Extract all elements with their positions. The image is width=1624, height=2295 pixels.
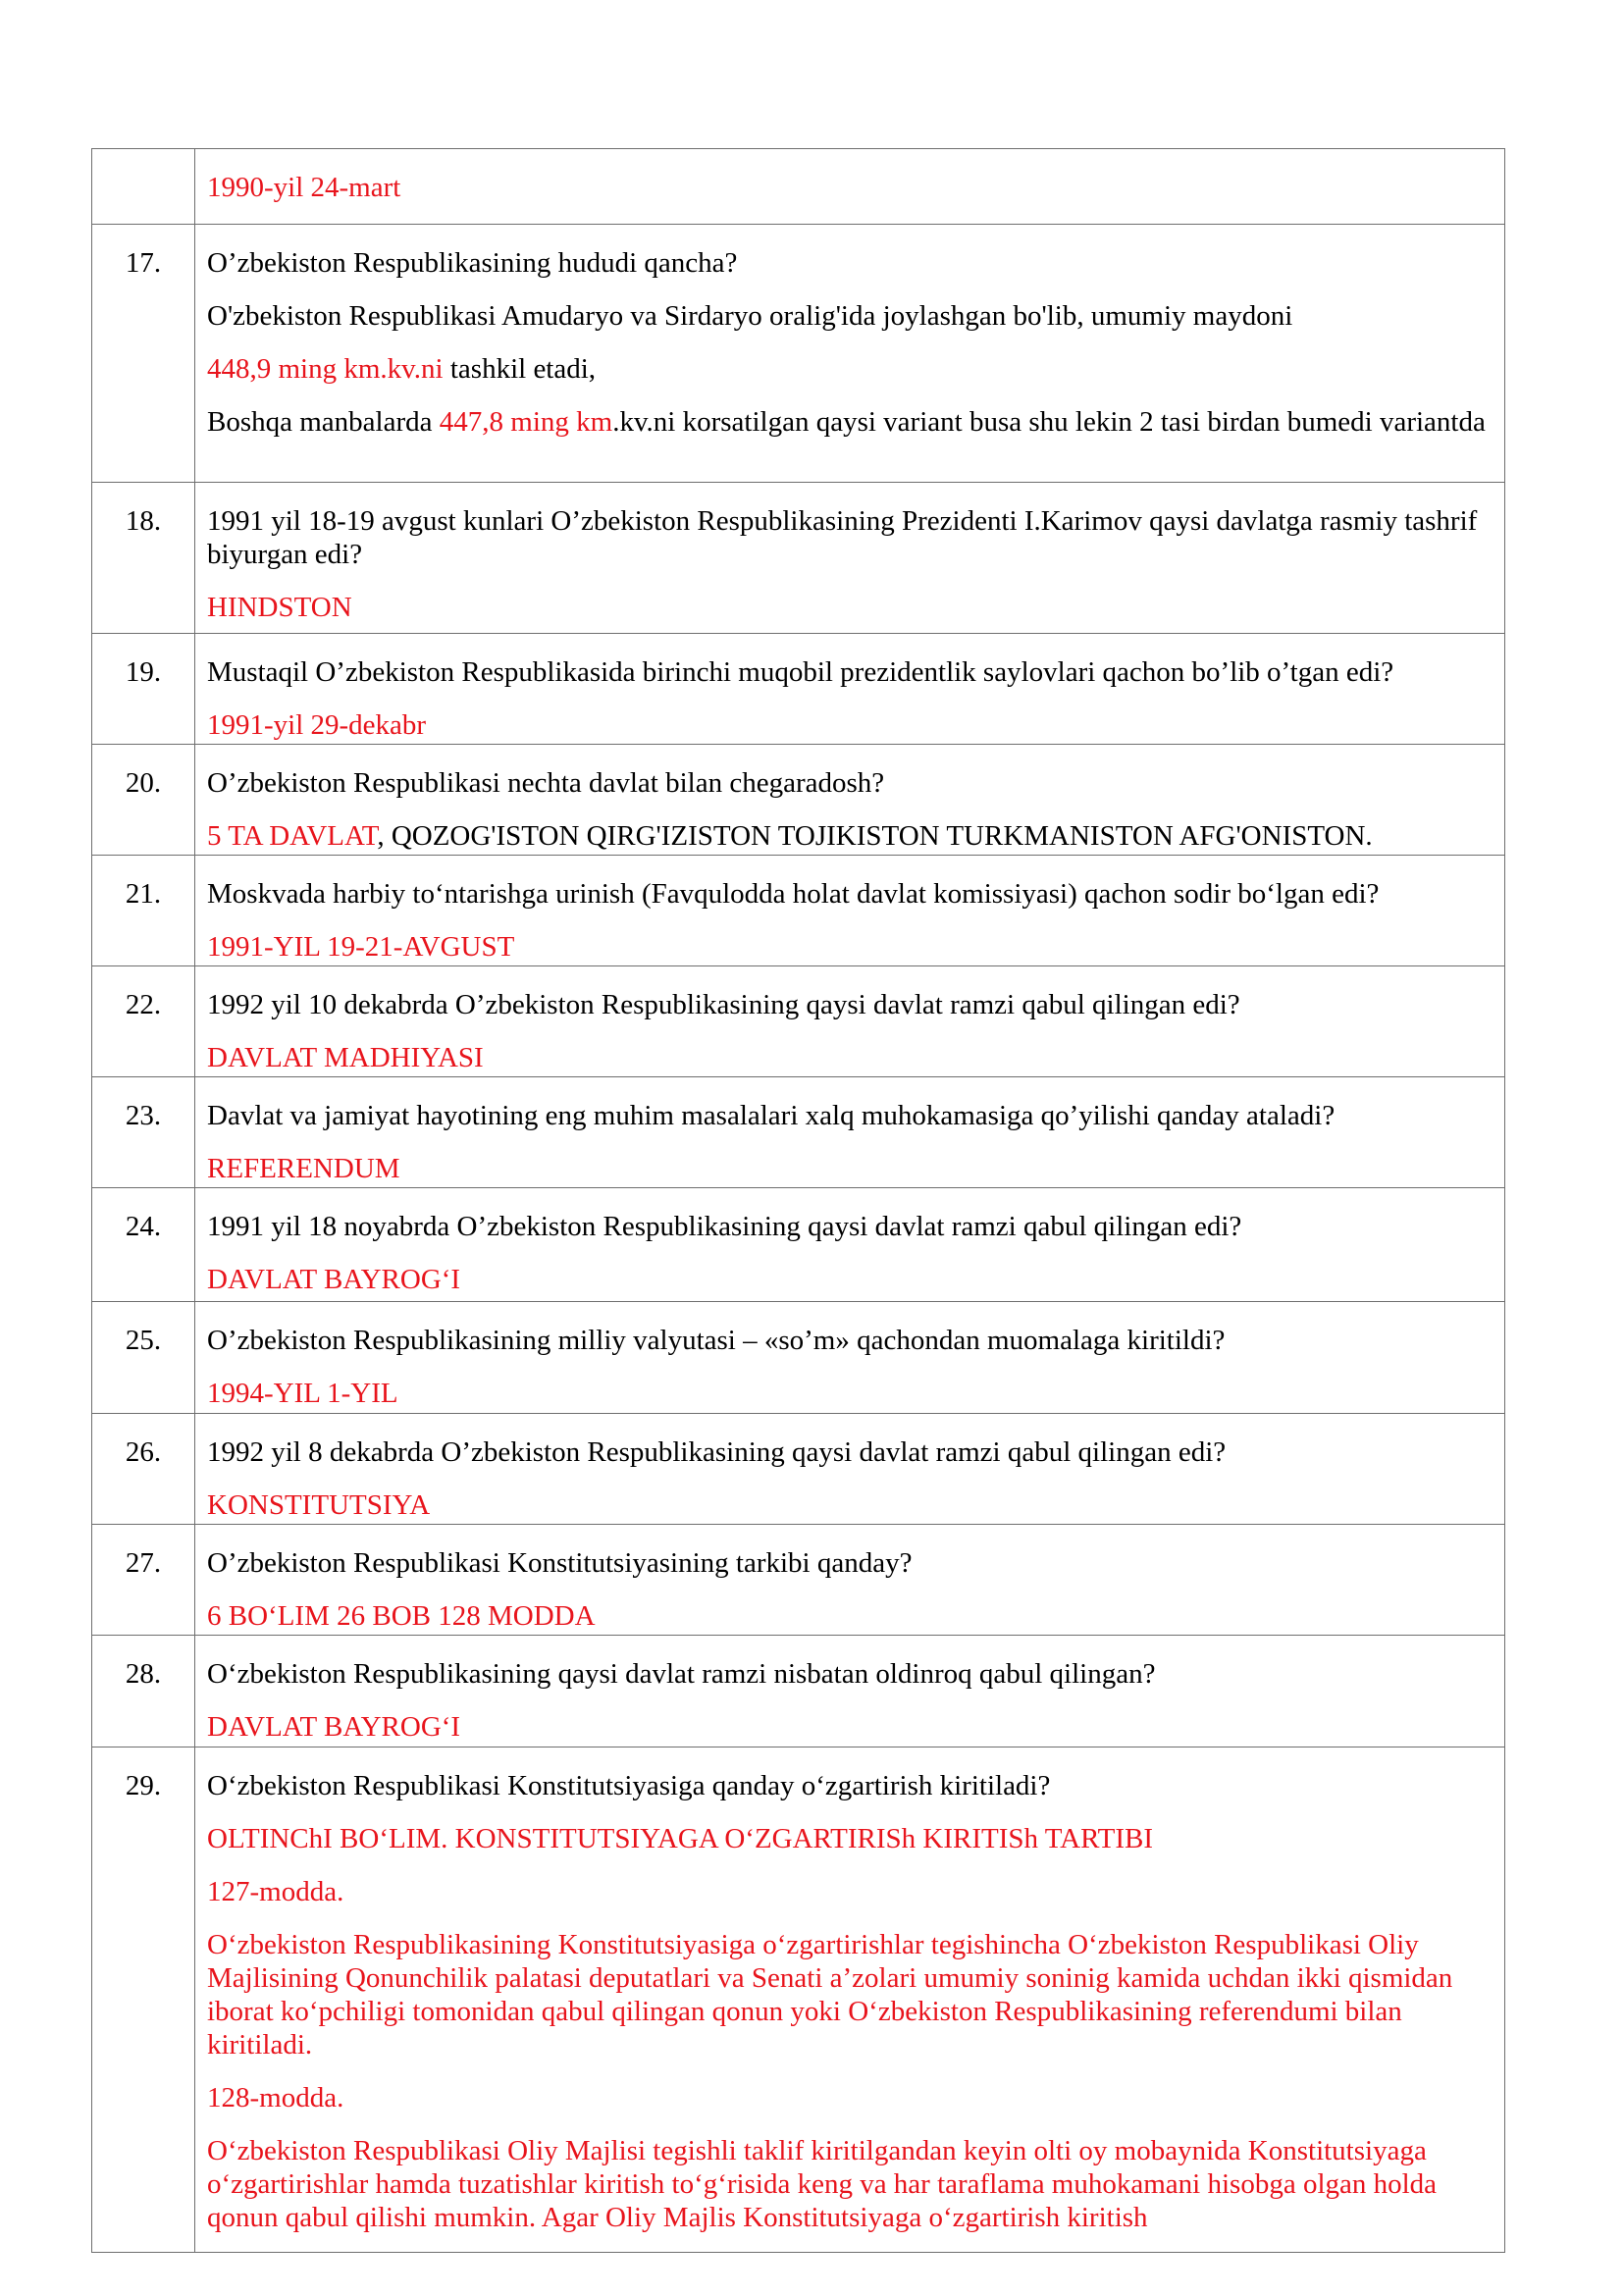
question-row bbox=[92, 225, 1505, 483]
question-text bbox=[207, 1769, 1504, 1802]
question-text bbox=[207, 1435, 1504, 1469]
question-number-cell bbox=[92, 1747, 195, 2253]
highlighted-answer: 128-modda. bbox=[207, 2082, 344, 2113]
question-row bbox=[92, 745, 1505, 856]
answer-text bbox=[207, 591, 1504, 624]
question-number-cell bbox=[92, 1302, 195, 1414]
question-number: 19. bbox=[125, 656, 162, 688]
question-content-cell bbox=[195, 1414, 1505, 1525]
question-number: 25. bbox=[125, 1325, 162, 1356]
question-text bbox=[207, 1546, 1504, 1580]
plain-text: 1991 yil 18 noyabrda O’zbekiston Respublikasining qaysi davlat ramzi qabul qilingan edi? bbox=[207, 1211, 1242, 1242]
plain-text: tashkil etadi, bbox=[443, 353, 597, 385]
plain-text: , QOZOG'ISTON QIRG'IZISTON TOJIKISTON TURKMANISTON AFG'ONISTON. bbox=[377, 820, 1373, 852]
question-content-cell bbox=[195, 634, 1505, 745]
plain-text: .kv.ni korsatilgan qaysi variant busa shu lekin 2 tasi birdan bumedi variantda bbox=[612, 406, 1486, 438]
question-content-cell bbox=[195, 856, 1505, 966]
answer-text bbox=[207, 930, 1504, 964]
question-content-cell bbox=[195, 1636, 1505, 1747]
plain-text: O’zbekiston Respublikasi nechta davlat bilan chegaradosh? bbox=[207, 767, 885, 799]
question-content-cell bbox=[195, 1077, 1505, 1188]
question-number: 23. bbox=[125, 1100, 162, 1131]
question-number: 20. bbox=[125, 767, 162, 799]
question-content-cell bbox=[195, 1302, 1505, 1414]
question-text bbox=[207, 504, 1504, 571]
question-row bbox=[92, 856, 1505, 966]
answer-text bbox=[207, 1599, 1504, 1633]
plain-text: 1992 yil 10 dekabrda O’zbekiston Respublikasining qaysi davlat ramzi qabul qilingan edi? bbox=[207, 989, 1240, 1020]
question-number: 26. bbox=[125, 1436, 162, 1468]
question-number-cell bbox=[92, 1525, 195, 1636]
answer-text bbox=[207, 352, 1504, 386]
question-number-cell bbox=[92, 1414, 195, 1525]
plain-text: 1992 yil 8 dekabrda O’zbekiston Respublikasining qaysi davlat ramzi qabul qilingan edi? bbox=[207, 1436, 1227, 1468]
answer-text bbox=[207, 1710, 1504, 1744]
question-content-cell bbox=[195, 1188, 1505, 1302]
answer-text bbox=[207, 1488, 1504, 1522]
question-text bbox=[207, 246, 1504, 280]
answer-text bbox=[207, 1377, 1504, 1410]
question-number-cell bbox=[92, 1188, 195, 1302]
question-row bbox=[92, 1077, 1505, 1188]
question-row bbox=[92, 1188, 1505, 1302]
answer-text bbox=[207, 2081, 1504, 2114]
question-number-cell bbox=[92, 634, 195, 745]
question-number: 28. bbox=[125, 1658, 162, 1690]
highlighted-answer: 1990-yil 24-mart bbox=[207, 172, 401, 203]
highlighted-answer: 1991-YIL 19-21-AVGUST bbox=[207, 931, 515, 963]
question-number-cell bbox=[92, 966, 195, 1077]
question-row bbox=[92, 1747, 1505, 2253]
answer-text bbox=[207, 171, 1504, 204]
plain-text: O’zbekiston Respublikasi Konstitutsiyasining tarkibi qanday? bbox=[207, 1547, 913, 1579]
question-number-cell bbox=[92, 149, 195, 225]
answer-text bbox=[207, 1822, 1504, 1855]
question-content-cell bbox=[195, 149, 1505, 225]
plain-text: O’zbekiston Respublikasining milliy valyutasi – «so’m» qachondan muomalaga kiritildi? bbox=[207, 1325, 1226, 1356]
answer-text bbox=[207, 1928, 1504, 2061]
question-content-cell bbox=[195, 1525, 1505, 1636]
plain-text: O‘zbekiston Respublikasi Konstitutsiyasiga qanday o‘zgartirish kiritiladi? bbox=[207, 1770, 1051, 1801]
question-text bbox=[207, 1324, 1504, 1357]
highlighted-answer: DAVLAT BAYROG‘I bbox=[207, 1711, 461, 1743]
highlighted-answer: OLTINChI BO‘LIM. KONSTITUTSIYAGA O‘ZGARTIRISh KIRITISh TARTIBI bbox=[207, 1823, 1154, 1854]
question-row bbox=[92, 483, 1505, 634]
question-number: 17. bbox=[125, 247, 162, 279]
highlighted-answer: 447,8 ming km bbox=[439, 406, 613, 438]
question-content-cell bbox=[195, 745, 1505, 856]
qa-table-body bbox=[92, 149, 1505, 2253]
highlighted-answer: DAVLAT BAYROG‘I bbox=[207, 1264, 461, 1295]
question-number-cell bbox=[92, 1636, 195, 1747]
question-content-cell bbox=[195, 966, 1505, 1077]
question-number bbox=[92, 149, 194, 171]
question-content-cell bbox=[195, 225, 1505, 483]
question-text bbox=[207, 1210, 1504, 1243]
plain-text: O‘zbekiston Respublikasining qaysi davlat ramzi nisbatan oldinroq qabul qilingan? bbox=[207, 1658, 1156, 1690]
question-number-cell bbox=[92, 483, 195, 634]
question-row bbox=[92, 1302, 1505, 1414]
answer-text bbox=[207, 1041, 1504, 1074]
highlighted-answer: 1994-YIL 1-YIL bbox=[207, 1378, 398, 1409]
highlighted-answer: O‘zbekiston Respublikasining Konstitutsiyasiga o‘zgartirishlar tegishincha O‘zbekiston Respublikasi Oliy Majlisining Qonunchilik palatasi deputatlari va Senati a’zolari umumiy soninig kamida uchdan ikki qismidan iborat ko‘pchiligi tomonidan qabul qilingan qonun yoki O‘zbekiston Respublikasining referendumi bilan kiritiladi. bbox=[207, 1929, 1453, 2060]
highlighted-answer: 127-modda. bbox=[207, 1876, 344, 1907]
answer-text bbox=[207, 819, 1504, 853]
question-text bbox=[207, 766, 1504, 800]
question-text bbox=[207, 988, 1504, 1021]
answer-text bbox=[207, 1263, 1504, 1296]
question-number-cell bbox=[92, 225, 195, 483]
question-number: 21. bbox=[125, 878, 162, 910]
plain-text: Boshqa manbalarda bbox=[207, 406, 440, 438]
answer-text bbox=[207, 1875, 1504, 1908]
highlighted-answer: 1991-yil 29-dekabr bbox=[207, 709, 427, 741]
highlighted-answer: HINDSTON bbox=[207, 592, 352, 623]
plain-text: 1991 yil 18-19 avgust kunlari O’zbekiston Respublikasining Prezidenti I.Karimov qaysi davlatga rasmiy tashrif biyurgan edi? bbox=[207, 505, 1478, 570]
answer-text bbox=[207, 405, 1504, 439]
question-row bbox=[92, 1414, 1505, 1525]
question-number: 22. bbox=[125, 989, 162, 1020]
plain-text: O'zbekiston Respublikasi Amudaryo va Sirdaryo oralig'ida joylashgan bo'lib, umumiy maydoni bbox=[207, 300, 1293, 332]
question-number-cell bbox=[92, 856, 195, 966]
question-number-cell bbox=[92, 1077, 195, 1188]
highlighted-answer: DAVLAT MADHIYASI bbox=[207, 1042, 484, 1073]
plain-text: Moskvada harbiy to‘ntarishga urinish (Favqulodda holat davlat komissiyasi) qachon sodir bo‘lgan edi? bbox=[207, 878, 1380, 910]
question-number-cell bbox=[92, 745, 195, 856]
highlighted-answer: 5 TA DAVLAT bbox=[207, 820, 378, 852]
plain-text: Davlat va jamiyat hayotining eng muhim masalalari xalq muhokamasiga qo’yilishi qanday ataladi? bbox=[207, 1100, 1336, 1131]
question-text bbox=[207, 877, 1504, 911]
answer-text bbox=[207, 2134, 1504, 2234]
question-number: 24. bbox=[125, 1211, 162, 1242]
document-page bbox=[91, 148, 1505, 2253]
question-row bbox=[92, 1636, 1505, 1747]
question-number: 29. bbox=[125, 1770, 162, 1801]
question-row bbox=[92, 966, 1505, 1077]
question-text bbox=[207, 1657, 1504, 1691]
highlighted-answer: O‘zbekiston Respublikasi Oliy Majlisi tegishli taklif kiritilgandan keyin olti oy mobaynida Konstitutsiyaga o‘zgartirishlar hamda tuzatishlar kiritish to‘g‘risida keng va har taraflama muhokamani hisobga olgan holda qonun qabul qilishi mumkin. Agar Oliy Majlis Konstitutsiyaga o‘zgartirish kiritish bbox=[207, 2135, 1438, 2233]
highlighted-answer: KONSTITUTSIYA bbox=[207, 1489, 431, 1521]
highlighted-answer: REFERENDUM bbox=[207, 1153, 400, 1184]
plain-text: Mustaqil O’zbekiston Respublikasida birinchi muqobil prezidentlik saylovlari qachon bo’lib o’tgan edi? bbox=[207, 656, 1394, 688]
question-content-cell bbox=[195, 483, 1505, 634]
plain-text: O’zbekiston Respublikasining hududi qancha? bbox=[207, 247, 738, 279]
highlighted-answer: 448,9 ming km.kv.ni bbox=[207, 353, 444, 385]
question-row bbox=[92, 149, 1505, 225]
question-row bbox=[92, 1525, 1505, 1636]
answer-text bbox=[207, 299, 1504, 333]
question-number: 18. bbox=[125, 505, 162, 537]
qa-table bbox=[91, 148, 1505, 2253]
question-number: 27. bbox=[125, 1547, 162, 1579]
answer-text bbox=[207, 1152, 1504, 1185]
question-content-cell bbox=[195, 1747, 1505, 2253]
question-text bbox=[207, 1099, 1504, 1132]
question-text bbox=[207, 655, 1504, 689]
highlighted-answer: 6 BO‘LIM 26 BOB 128 MODDA bbox=[207, 1600, 596, 1632]
answer-text bbox=[207, 708, 1504, 742]
question-row bbox=[92, 634, 1505, 745]
